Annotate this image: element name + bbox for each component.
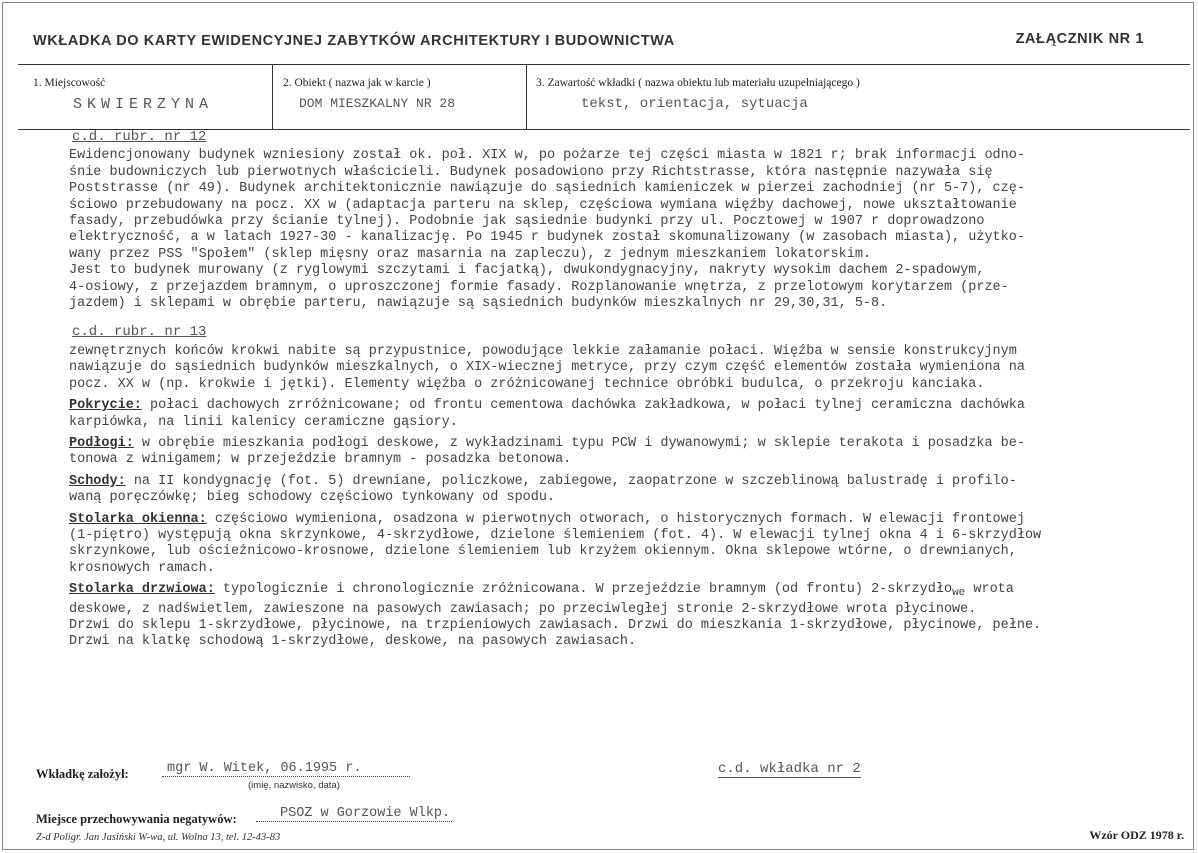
floors-keyword: Podłogi: [69, 435, 134, 451]
storage-label: Miejsce przechowywania negatywów: [36, 812, 237, 826]
text-line: deskowe, z nadświetlem, zawieszone na pasowych zawiasach; po przeciwległej stronie 2-skrzydłowe wrota płycinowe. [69, 601, 977, 617]
text-line: pocz. XX w (np. krokwie i jętki). Elementy więźba o zróżnicowanej technice obróbki budulca, o przekroju kanciaka. [69, 376, 985, 392]
card-title: WKŁADKA DO KARTY EWIDENCYJNEJ ZABYTKÓW ARCHITEKTURY I BUDOWNICTWA [33, 33, 675, 49]
text-line: śnie budowniczych lub pierwotnych właścicieli. Budynek posadowiono przy Richtstrasse, która następnie nazywała się [69, 164, 993, 180]
place-value: SKWIERZYNA [73, 96, 214, 113]
floors-paragraph [69, 436, 1119, 469]
object-field [272, 65, 527, 129]
text-line: połaci dachowych zrróżnicowane; od frontu cementowa dachówka zakładkowa, w połaci tylnej ceramiczna dachówka [141, 398, 1025, 414]
fields-row [18, 64, 1190, 130]
text-line: na II kondygnację (fot. 5) drewniane, policzkowe, zabiegowe, zaopatrzone w szczeblinową balustradę i profilo- [125, 473, 1017, 489]
text-line: wany przez PSS "Społem" (sklep mięsny oraz masarnia na zapleczu), z jednym mieszkaniem lokatorskim. [69, 246, 872, 262]
windows-keyword: Stolarka okienna: [69, 511, 207, 527]
text-line: w obrębie mieszkania podłogi deskowe, z wykładzinami typu PCW i dywanowymi; w sklepie terakota i posadzka be- [133, 435, 1025, 451]
text-line: krosnowych ramach. [69, 560, 215, 576]
text-line: ściowo przebudowany na pocz. XX w (adaptacja parteru na sklep, częściowa wymiana więźby dachowej, nowe ukształtowanie [69, 197, 1017, 213]
printer-imprint: Z-d Poligr. Jan Jasiński W-wa, ul. Wolna 13, tel. 12-43-83 [36, 832, 281, 843]
stairs-paragraph [69, 474, 1119, 507]
text-line: Drzwi na klatkę schodową 1-skrzydłowe, deskowe, na pasowych zawiasach. [69, 634, 637, 650]
text-line: elektryczność, a w latach 1927-30 - kanalizację. Po 1945 r budynek został skomunalizowany (w zasobach miasta), użytko- [69, 230, 1025, 246]
text-line: skrzynkowe, lub ościeżnicowo-krosnowe, dzielone ślemieniem lub krzyżem okiennym. Okna sklepowe wtórne, o drewnianych, [69, 544, 1017, 560]
place-label: 1. Miejscowość [33, 77, 106, 89]
section-13-intro [69, 344, 1119, 393]
text-line: tonowa z winigamem; w przejeździe bramnym - posadzka betonowa. [69, 452, 572, 468]
text-line: Jest to budynek murowany (z ryglowymi szczytami i facjatką), dwukondygnacyjny, nakryty wysokim dachem 2-spadowym, [69, 263, 985, 279]
content-label: 3. Zawartość wkładki ( nazwa obiektu lub materiału uzupełniającego ) [536, 77, 860, 89]
text-subscript: we [952, 587, 966, 600]
text-line: jazdem) i sklepami w obrębie parteru, nawiązuje są sąsiednich budynków mieszkalnych nr 29,30,31, 5-8. [69, 296, 888, 312]
author-label: Wkładkę założył: [36, 767, 129, 781]
text-line: 4-osiowy, z przejazdem bramnym, o uproszczonej formie fasady. Rozplanowanie wnętrza, z przelotowym korytarzem (prze- [69, 279, 1009, 295]
object-label: 2. Obiekt ( nazwa jak w karcie ) [283, 77, 431, 89]
text-line: (1-piętro) występują okna skrzynkowe, 4-skrzydłowe, dzielone ślemieniem (fot. 4). W elewacji tylnej okna 4 i 6-skrzydłow [69, 527, 1042, 543]
roof-paragraph [69, 398, 1119, 431]
section-12-text [69, 148, 1119, 312]
text-line: fasady, przebudówka przy ścianie tylnej). Podobnie jak sąsiednie budynki przy ul. Pocztowej w 1907 r doprowadzono [69, 214, 985, 230]
text-line: karpiówka, na linii kalenicy ceramiczne gąsiory. [69, 414, 458, 430]
author-hint: (imię, nazwisko, data) [248, 780, 340, 791]
content-value: tekst, orientacja, sytuacja [581, 96, 808, 112]
form-number: Wzór ODZ 1978 r. [1089, 828, 1184, 842]
storage-value: PSOZ w Gorzowie Wlkp. [256, 806, 452, 822]
text-line: zewnętrznych końców krokwi nabite są przypustnice, powodujące lekkie załamanie połaci. Więźba w sensie konstrukcyjnym [69, 343, 1017, 359]
text-line: nawiązuje do sąsiednich budynków mieszkalnych, o XIX-wiecznej metryce, przy czym część elementów została wymieniona na [69, 360, 1025, 376]
content-field [526, 65, 1190, 129]
text-line: wrota [965, 582, 1014, 598]
text-line: waną poręczówkę; bieg schodowy częściowo tynkowany od spodu. [69, 490, 556, 506]
author-value: mgr W. Witek, 06.1995 r. [162, 761, 410, 777]
stairs-keyword: Schody: [69, 473, 126, 489]
place-field [18, 65, 273, 129]
section-13-heading: c.d. rubr. nr 13 [72, 324, 207, 341]
text-line: Ewidencjonowany budynek wzniesiony został ok. poł. XIX w, po pożarze tej części miasta w 1821 r; brak informacji odno- [69, 148, 1025, 164]
continued-note: c.d. wkładka nr 2 [718, 761, 861, 777]
card-body [69, 128, 1119, 651]
annex-number: ZAŁĄCZNIK NR 1 [1015, 31, 1144, 47]
text-line: typologicznie i chronologicznie zróżnicowana. W przejeździe bramnym (od frontu) 2-skrzydło [214, 582, 953, 598]
roof-keyword: Pokrycie: [69, 398, 142, 414]
text-line: Drzwi do sklepu 1-skrzydłowe, płycinowe, na trzpieniowych zawiasach. Drzwi do mieszkania 1-skrzydłowe, płycinowe, pełne. [69, 617, 1042, 633]
text-line: częściowo wymieniona, osadzona w pierwotnych otworach, o historycznych formach. W elewacji frontowej [206, 511, 1025, 527]
text-line: Poststrasse (nr 49). Budynek architektonicznie nawiązuje do sąsiednich kamieniczek w pierzei zachodniej (nr 5-7), czę- [69, 181, 1025, 197]
section-12-heading: c.d. rubr. nr 12 [72, 129, 207, 145]
windows-paragraph [69, 512, 1119, 578]
doors-paragraph [69, 582, 1119, 651]
doors-keyword: Stolarka drzwiowa: [69, 582, 215, 598]
object-value: DOM MIESZKALNY NR 28 [299, 96, 456, 111]
